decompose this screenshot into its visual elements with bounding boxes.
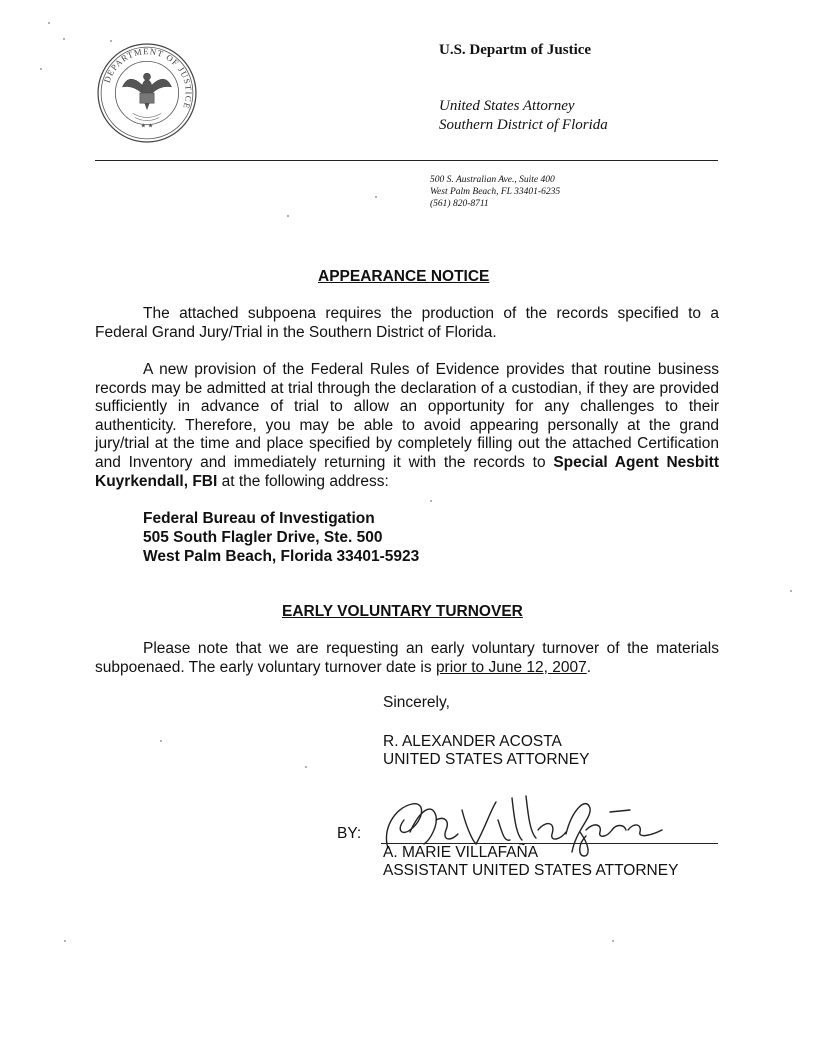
scan-speck — [160, 740, 162, 742]
office-address-street: 500 S. Australian Ave., Suite 400 — [430, 175, 555, 185]
fbi-address-line-1: Federal Bureau of Investigation — [143, 510, 375, 527]
us-attorney-name: R. ALEXANDER ACOSTA — [383, 733, 562, 750]
scan-speck — [612, 940, 614, 942]
letterhead-divider — [95, 160, 718, 161]
appearance-notice-heading: APPEARANCE NOTICE — [318, 268, 490, 285]
seal-lettering: DEPARTMENT OF JUSTICE — [101, 46, 194, 111]
scan-speck — [64, 940, 66, 942]
turnover-paragraph-end: . — [586, 658, 592, 676]
turnover-paragraph — [95, 640, 719, 677]
signer-title: ASSISTANT UNITED STATES ATTORNEY — [383, 862, 679, 879]
scan-speck — [48, 22, 50, 24]
scan-speck — [305, 766, 307, 768]
scan-speck — [287, 215, 289, 217]
by-label: BY: — [337, 825, 362, 842]
scan-speck — [63, 38, 65, 40]
turnover-paragraph-text: Please note that we are requesting an early voluntary turnover of the materials subpoenaed. The early voluntary turnover date is — [95, 640, 719, 676]
scan-speck — [430, 500, 432, 502]
district-name: Southern District of Florida — [439, 117, 608, 133]
fbi-address-line-3: West Palm Beach, Florida 33401-5923 — [143, 548, 420, 565]
scan-speck — [40, 68, 42, 70]
scan-speck — [110, 40, 112, 42]
office-phone: (561) 820-8711 — [430, 199, 489, 209]
appearance-paragraph-2-text: A new provision of the Federal Rules of Evidence provides that routine business records may be admitted at trial through the declaration of a custodian, if they are provided sufficiently in advance of trial to allow an opportunity for any challenges to their authenticity. Therefore, you may be able to avoid appearing personally at the grand jury/trial at the time and place specified by completely filling out the attached Certification and Inventory and immediately returning it with the records to — [95, 361, 719, 471]
department-of-justice-seal — [96, 42, 198, 144]
svg-text:★ ★: ★ ★ — [140, 122, 154, 130]
early-turnover-heading: EARLY VOLUNTARY TURNOVER — [282, 603, 523, 620]
department-name: U.S. Departm of Justice — [439, 42, 592, 58]
us-attorney-title: UNITED STATES ATTORNEY — [383, 751, 590, 768]
scan-speck — [790, 590, 792, 592]
signer-name: A. MARIE VILLAFAÑA — [383, 844, 539, 861]
fbi-address-line-2: 505 South Flagler Drive, Ste. 500 — [143, 529, 383, 546]
appearance-paragraph-1: The attached subpoena requires the production of the records specified to a Federal Grand Jury/Trial in the Southern District of Florida. — [95, 305, 719, 341]
closing-salutation: Sincerely, — [383, 694, 450, 711]
turnover-date: prior to June 12, 2007 — [435, 658, 587, 676]
special-agent-name: Special Agent Nesbitt Kuyrkendall, FBI — [95, 453, 719, 490]
appearance-paragraph-2 — [95, 361, 719, 491]
office-address-city: West Palm Beach, FL 33401-6235 — [430, 187, 561, 197]
scan-speck — [375, 196, 377, 198]
office-title: United States Attorney — [439, 98, 575, 114]
appearance-paragraph-2-end: at the following address: — [217, 472, 389, 490]
